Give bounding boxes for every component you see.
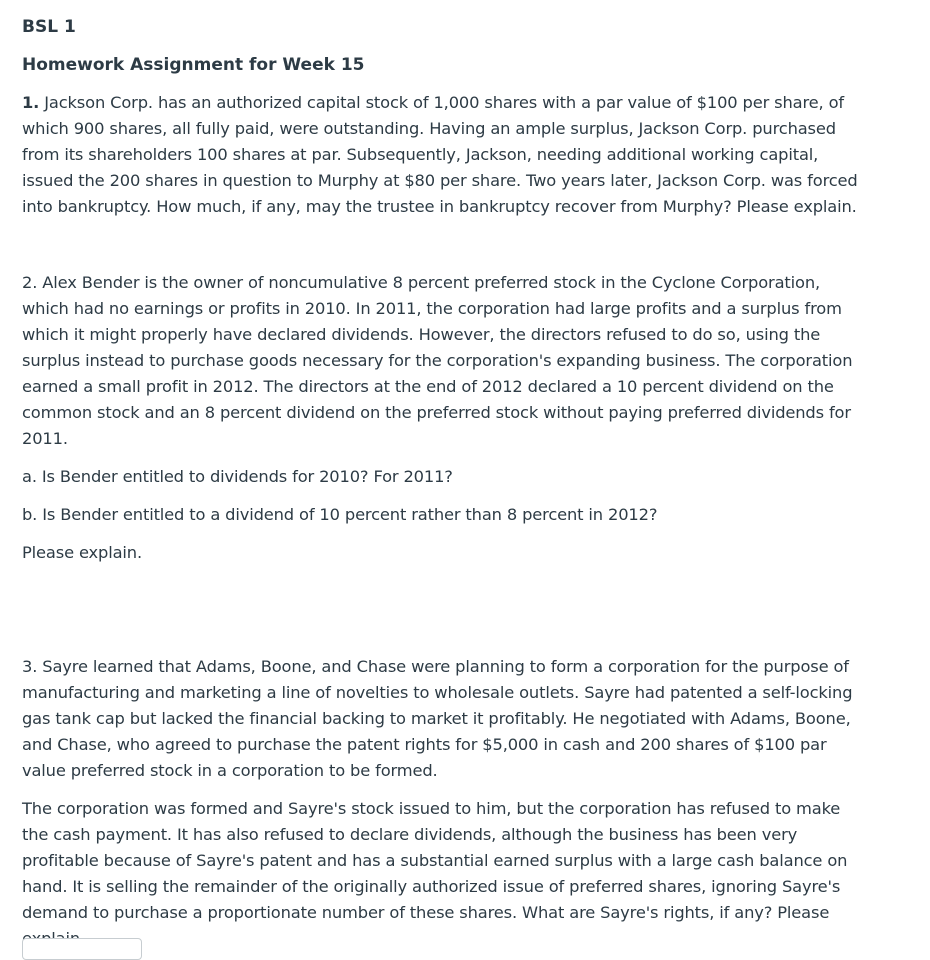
- question-2: 2. Alex Bender is the owner of noncumulative 8 percent preferred stock in the Cyclone Corporation, which had no earnings or profits in 2010. In 2011, the corporation had large profits and a surplus from which it might properly have declared dividends. However, the directors refused to do so, using the surplus instead to purchase goods necessary for the corporation's expanding business. The corporation earned a small profit in 2012. The directors at the end of 2012 declared a 10 percent dividend on the common stock and an 8 percent dividend on the preferred stock without paying preferred dividends for 2011.: [22, 273, 853, 448]
- question-2-part-a: a. Is Bender entitled to dividends for 2010? For 2011?: [22, 467, 453, 486]
- question-1: [22, 90, 867, 220]
- course-title: BSL 1: [22, 17, 76, 37]
- question-3-continued: The corporation was formed and Sayre's stock issued to him, but the corporation has refused to make the cash payment. It has also refused to declare dividends, although the business has been very profitable because of Sayre's patent and has a substantial earned surplus with a large cash balance on hand. It is selling the remainder of the originally authorized issue of preferred shares, ignoring Sayre's demand to purchase a proportionate number of these shares. What are Sayre's rights, if any? Please: [22, 799, 848, 922]
- question-2-closing: Please explain.: [22, 543, 142, 562]
- assignment-title: Homework Assignment for Week 15: [22, 55, 365, 75]
- question-2-part-b: b. Is Bender entitled to a dividend of 10 percent rather than 8 percent in 2012?: [22, 505, 658, 524]
- question-1-number: 1.: [22, 93, 40, 112]
- partial-button[interactable]: [22, 938, 142, 960]
- question-3: 3. Sayre learned that Adams, Boone, and Chase were planning to form a corporation for the purpose of manufacturing and marketing a line of novelties to wholesale outlets. Sayre had patented a self-locking gas tank cap but lacked the financial backing to market it profitably. He negotiated with Adams, Boone, and Chase, who agreed to purchase the patent rights for $5,000 in cash and 200 shares of $100 par value preferred stock in a corporation to be formed.: [22, 657, 853, 780]
- question-1-text: Jackson Corp. has an authorized capital stock of 1,000 shares with a par value of $100 per share, of which 900 shares, all fully paid, were outstanding. Having an ample surplus, Jackson Corp. purchased from its shareholders 100 shares at par. Subsequently, Jackson, needing additional working capital, issued the 200 shares in question to Murphy at $80 per share. Two years later, Jackson Corp. was forced into bankruptcy. How much, if any, may the trustee in bankruptcy recover from Murphy? Please explain.: [22, 93, 858, 216]
